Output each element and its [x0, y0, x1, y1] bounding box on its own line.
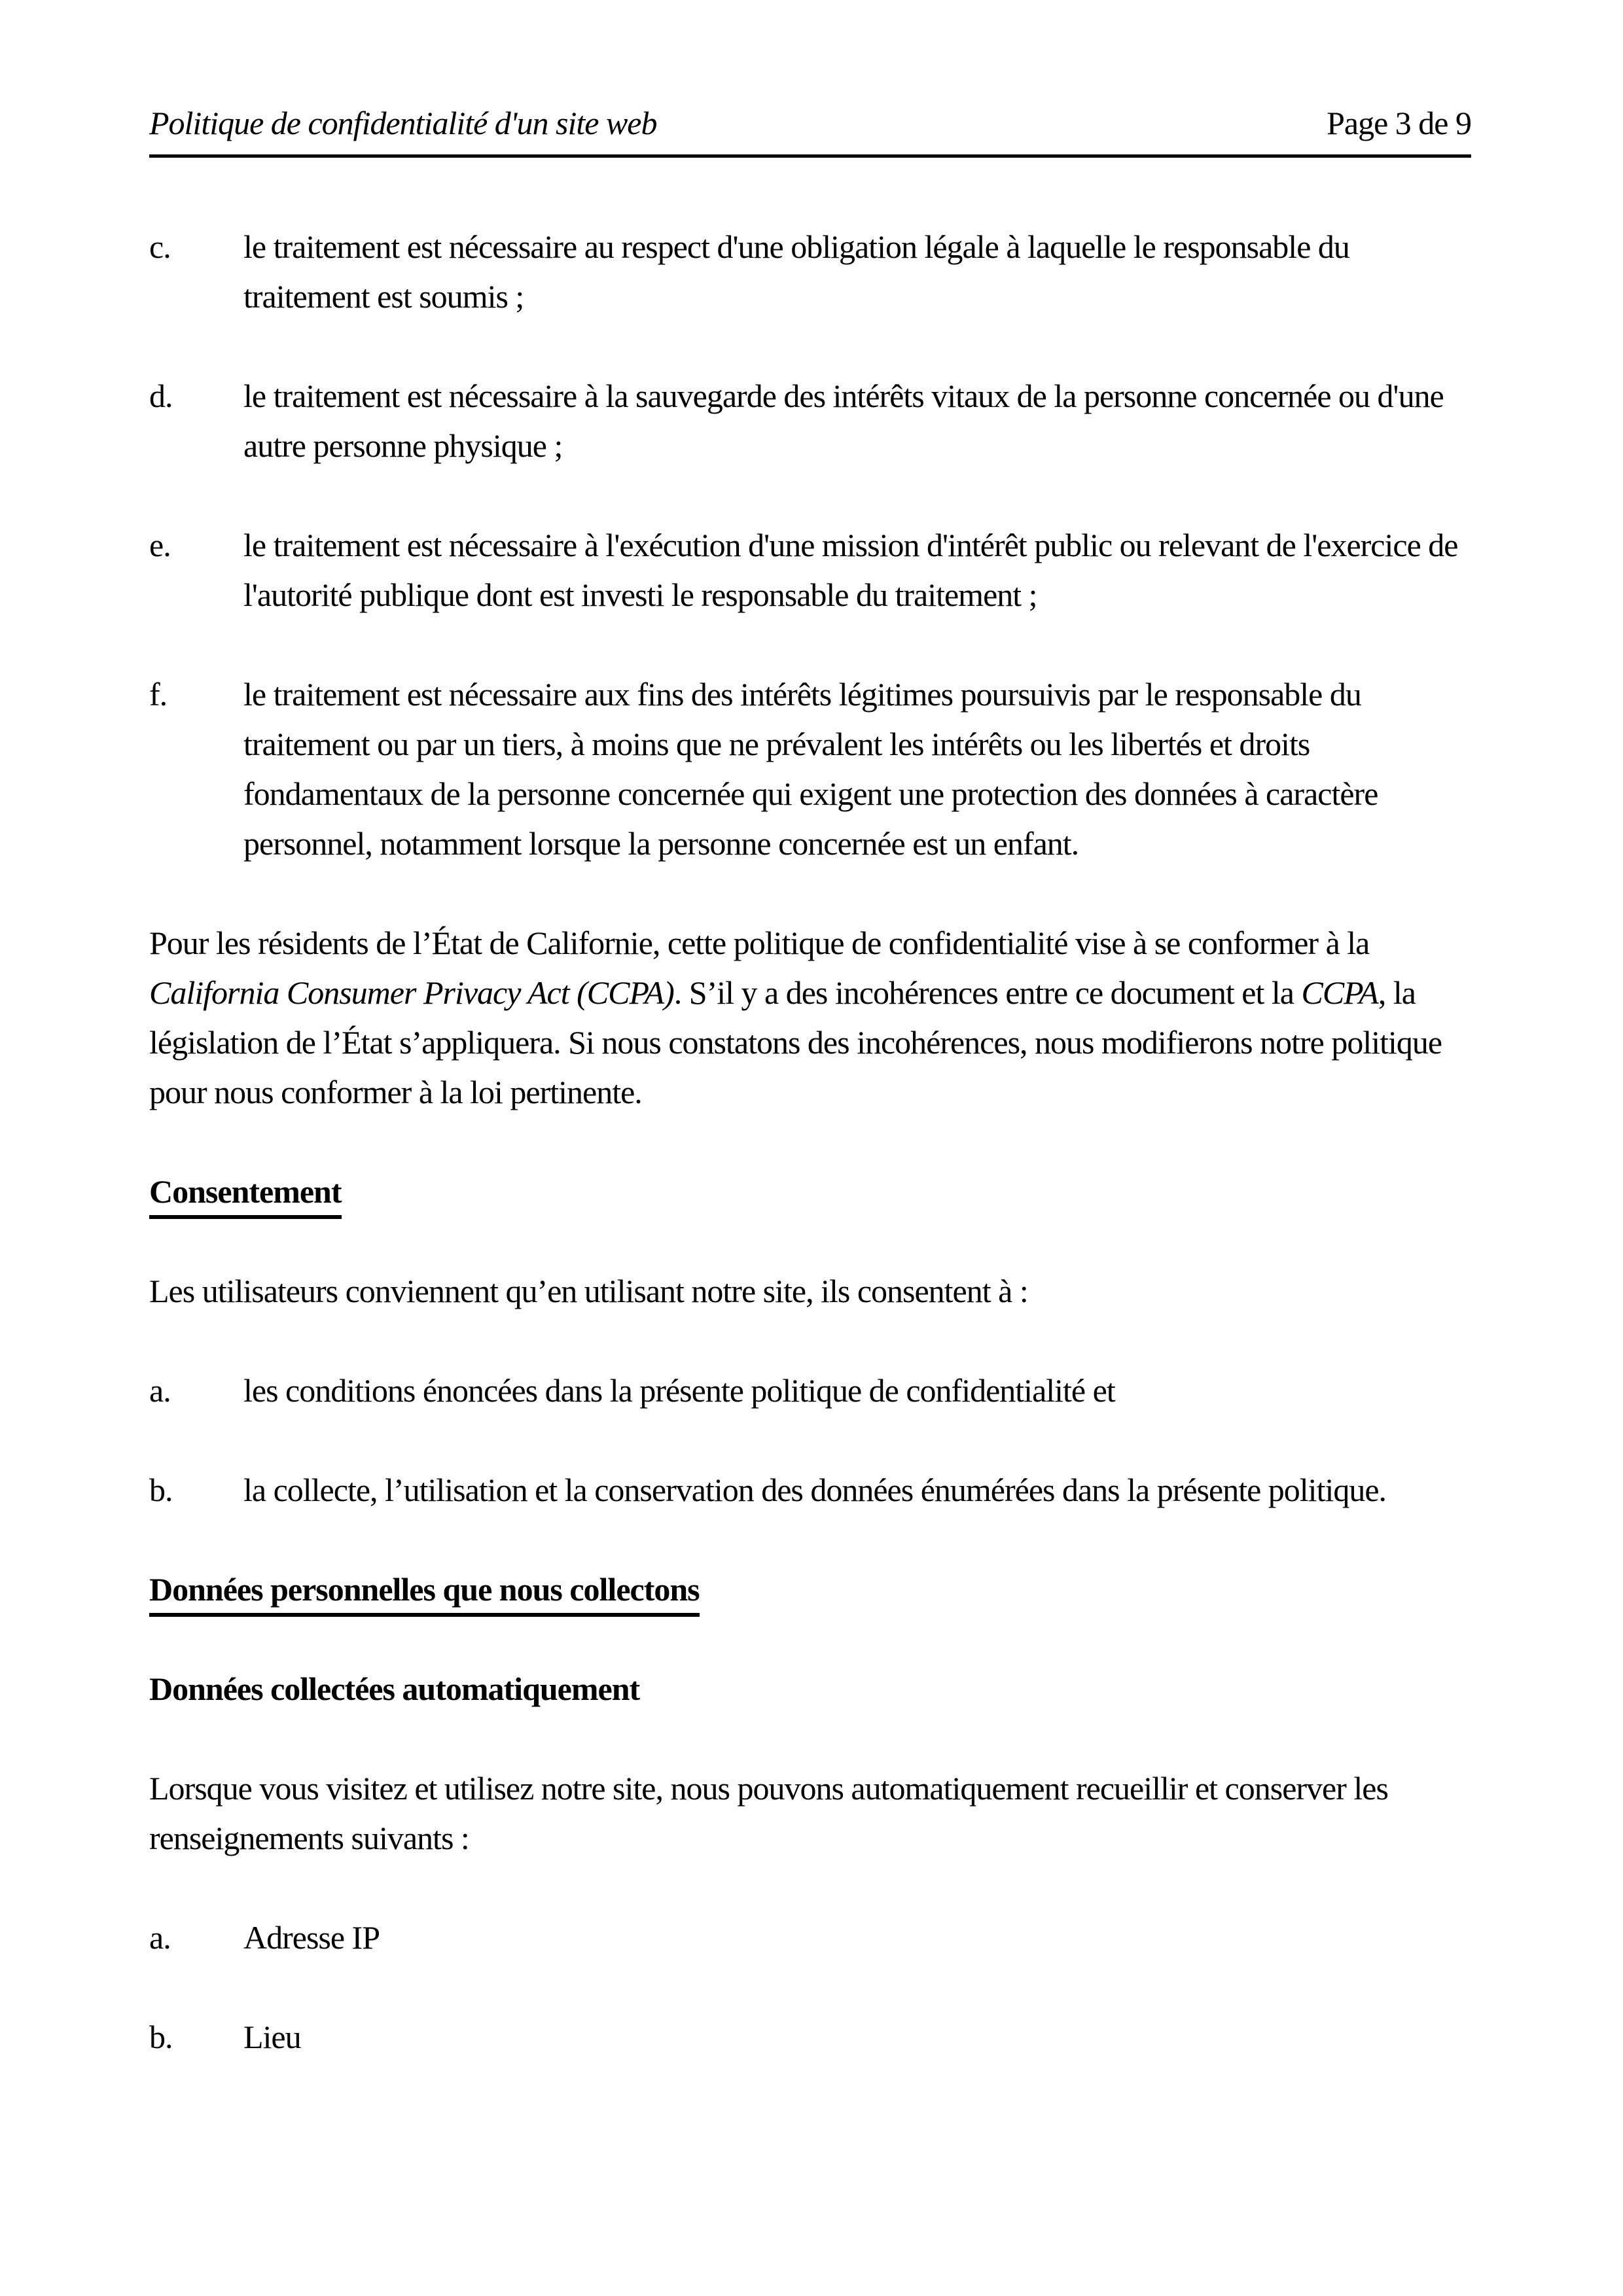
consent-intro-paragraph: Les utilisateurs conviennent qu’en utilisant notre site, ils consentent à : — [149, 1273, 1028, 1309]
collected-list-item-a — [149, 1913, 1471, 1962]
list-item-text: Adresse IP — [243, 1919, 380, 1956]
list-marker: a. — [149, 1919, 171, 1956]
list-marker: b. — [149, 2019, 173, 2055]
california-paragraph-text: , la législation de l’État s’appliquera. Si nous constatons des incohérences, nous modifierons notre politique pour nous conformer à la loi pertinente. — [149, 974, 1442, 1110]
list-item-text: le traitement est nécessaire à la sauvegarde des intérêts vitaux de la personne concernée ou d'une autre personne physique ; — [243, 378, 1444, 464]
header-title: Politique de confidentialité d'un site web — [149, 105, 657, 141]
list-item-f — [149, 669, 1471, 868]
list-item-d — [149, 371, 1471, 470]
california-paragraph-text: Pour les résidents de l’État de Californie, cette politique de confidentialité vise à se conformer à la — [149, 925, 1370, 961]
california-paragraph — [149, 918, 1471, 1117]
list-item-text: le traitement est nécessaire à l'exécution d'une mission d'intérêt public ou relevant de l'exercice de l'autorité publique dont est investi le responsable du traitement ; — [243, 527, 1458, 613]
consent-list-item-a — [149, 1366, 1471, 1415]
page-header — [149, 98, 1471, 158]
list-item-text: le traitement est nécessaire aux fins des intérêts légitimes poursuivis par le responsable du traitement ou par un tiers, à moins que ne prévalent les intérêts ou les libertés et droits fondamentaux de la personne concernée qui exigent une protection des données à caractère personnel, notamment lorsque la personne concernée est un enfant. — [243, 676, 1378, 862]
auto-collected-intro-paragraph: Lorsque vous visitez et utilisez notre site, nous pouvons automatiquement recueillir et conserver les renseignements suivants : — [149, 1770, 1388, 1856]
list-item-text: les conditions énoncées dans la présente politique de confidentialité et — [243, 1372, 1115, 1409]
personal-data-heading — [149, 1564, 1471, 1614]
consent-heading — [149, 1167, 1471, 1216]
list-item-text: Lieu — [243, 2019, 301, 2055]
list-marker: d. — [149, 378, 173, 414]
list-item-c — [149, 222, 1471, 321]
document-content — [149, 158, 1471, 2062]
auto-collected-subheading: Données collectées automatiquement — [149, 1670, 640, 1707]
list-marker: f. — [149, 676, 168, 713]
list-marker: b. — [149, 1472, 173, 1508]
list-marker: a. — [149, 1372, 171, 1409]
list-item-e — [149, 520, 1471, 620]
california-paragraph-text: . S’il y a des incohérences entre ce document et la — [673, 974, 1302, 1011]
ccpa-act-italic: California Consumer Privacy Act (CCPA) — [149, 974, 674, 1011]
header-page-number: Page 3 de 9 — [1327, 105, 1471, 141]
list-marker: c. — [149, 228, 171, 265]
consent-heading-text: Consentement — [149, 1173, 342, 1219]
consent-list-item-b — [149, 1465, 1471, 1515]
ccpa-abbrev-italic: CCPA — [1301, 974, 1378, 1011]
collected-list-item-b — [149, 2012, 1471, 2062]
list-item-text: la collecte, l’utilisation et la conservation des données énumérées dans la présente politique. — [243, 1472, 1387, 1508]
list-marker: e. — [149, 527, 171, 563]
list-item-text: le traitement est nécessaire au respect d'une obligation légale à laquelle le responsable du traitement est soumis ; — [243, 228, 1349, 315]
personal-data-heading-text: Données personnelles que nous collectons — [149, 1571, 700, 1617]
